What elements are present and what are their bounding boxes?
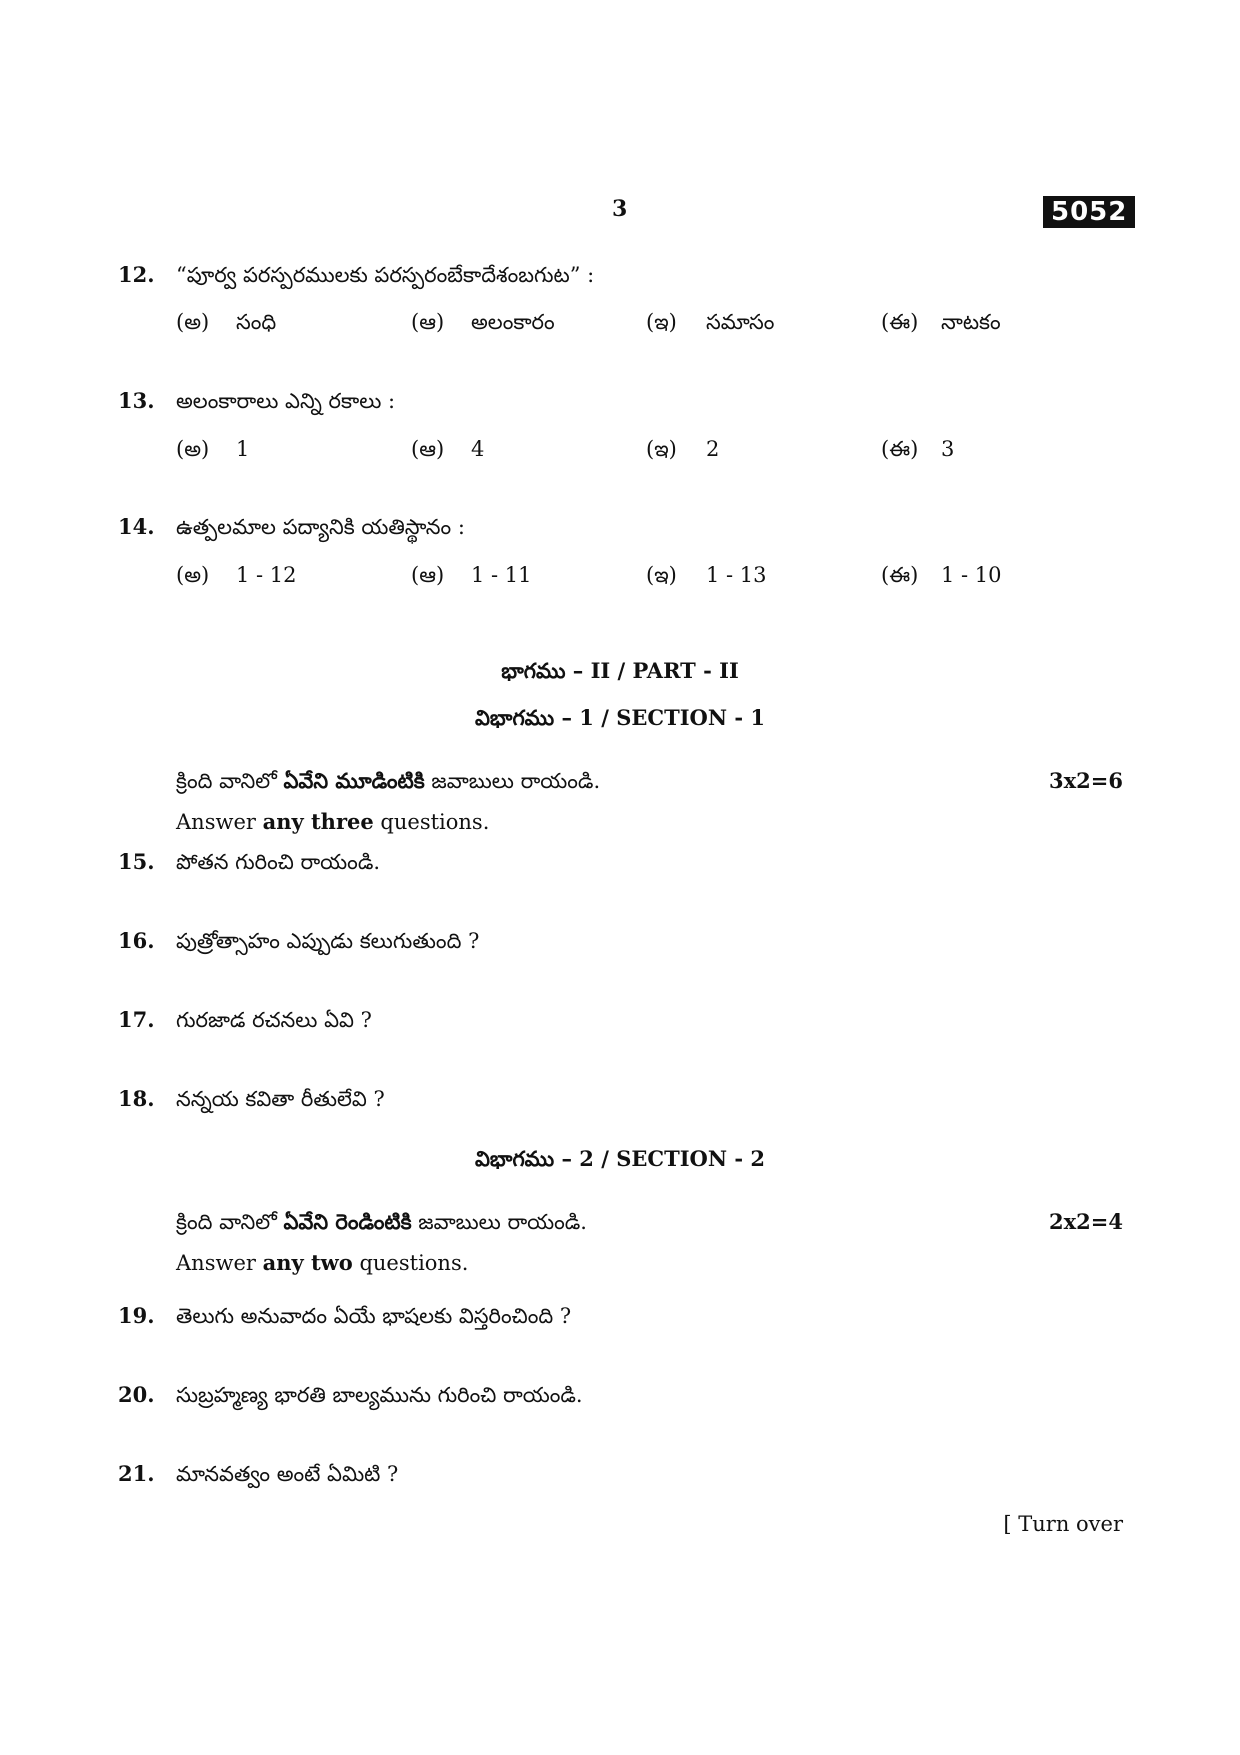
question-text: పుత్రోత్సాహం ఎప్పుడు కలుగుతుంది ? xyxy=(176,929,480,953)
option-ee xyxy=(881,437,954,467)
question-12 xyxy=(118,262,594,293)
part-heading: భాగము – II / PART - II xyxy=(501,658,739,683)
question-number: 21. xyxy=(118,1461,155,1486)
instruction-text: Answer xyxy=(176,1251,263,1275)
section-2-english-instruction xyxy=(176,1250,468,1275)
question-text: పోతన గురించి రాయండి. xyxy=(176,850,381,874)
option-i xyxy=(646,437,719,467)
instruction-text: క్రింది వానిలో xyxy=(176,1210,284,1234)
option-text: 4 xyxy=(471,437,485,461)
question-19 xyxy=(118,1303,571,1334)
page-number: 3 xyxy=(612,196,628,222)
option-i xyxy=(646,563,767,593)
instruction-emphasis: any two xyxy=(262,1250,353,1275)
question-text: తెలుగు అనువాదం ఏయే భాషలకు విస్తరించింది ? xyxy=(176,1304,572,1328)
option-label: (ఈ) xyxy=(881,563,919,587)
option-a xyxy=(176,563,297,593)
instruction-emphasis: ఏవేని మూడింటికి xyxy=(283,768,425,793)
question-text: ఉత్పలమాల పద్యానికి యతిస్థానం : xyxy=(176,515,465,539)
question-18 xyxy=(118,1086,385,1117)
option-text: 3 xyxy=(941,437,955,461)
option-a xyxy=(176,437,249,467)
option-text: సంధి xyxy=(236,310,277,334)
question-21 xyxy=(118,1461,398,1492)
section-2-marks: 2x2=4 xyxy=(1049,1209,1123,1234)
question-number: 17. xyxy=(118,1007,155,1032)
instruction-text: జవాబులు రాయండి. xyxy=(424,769,601,793)
question-20 xyxy=(118,1382,583,1413)
question-text: నన్నయ కవితా రీతులేవి ? xyxy=(176,1087,385,1111)
question-14 xyxy=(118,514,465,545)
section-2-instruction xyxy=(176,1209,587,1240)
question-number: 14. xyxy=(118,514,155,539)
option-label: (ఇ) xyxy=(646,437,677,461)
option-text: 1 - 12 xyxy=(236,563,297,587)
question-13 xyxy=(118,388,395,419)
option-i xyxy=(646,310,774,340)
question-15 xyxy=(118,849,380,880)
question-number: 12. xyxy=(118,262,155,287)
instruction-text: questions. xyxy=(373,810,490,834)
option-label: (ఇ) xyxy=(646,310,677,334)
section-1-instruction xyxy=(176,768,600,799)
question-text: గురజాడ రచనలు ఏవి ? xyxy=(176,1008,372,1032)
option-a xyxy=(176,310,276,340)
question-number: 18. xyxy=(118,1086,155,1111)
question-text: “పూర్వ పరస్పరములకు పరస్పరంబేకాదేశంబగుట” : xyxy=(176,263,595,287)
option-aa xyxy=(411,310,555,340)
instruction-text: Answer xyxy=(176,810,263,834)
instruction-text: questions. xyxy=(352,1251,469,1275)
question-number: 15. xyxy=(118,849,155,874)
question-number: 13. xyxy=(118,388,155,413)
question-17 xyxy=(118,1007,372,1038)
option-text: 2 xyxy=(706,437,720,461)
question-number: 16. xyxy=(118,928,155,953)
option-text: 1 - 10 xyxy=(941,563,1002,587)
option-text: 1 xyxy=(236,437,250,461)
option-text: 1 - 13 xyxy=(706,563,767,587)
option-text: నాటకం xyxy=(941,310,1001,334)
section-1-english-instruction xyxy=(176,809,489,834)
option-text: 1 - 11 xyxy=(471,563,532,587)
turn-over-note: [ Turn over xyxy=(1003,1512,1123,1536)
option-label: (ఈ) xyxy=(881,310,919,334)
option-aa xyxy=(411,563,532,593)
option-text: సమాసం xyxy=(706,310,775,334)
question-number: 19. xyxy=(118,1303,155,1328)
option-label: (ఇ) xyxy=(646,563,677,587)
section-1-heading: విభాగము – 1 / SECTION - 1 xyxy=(475,705,765,730)
option-text: అలంకారం xyxy=(471,310,555,334)
question-text: మానవత్వం అంటే ఏమిటి ? xyxy=(176,1462,399,1486)
instruction-text: జవాబులు రాయండి. xyxy=(411,1210,587,1234)
option-ee xyxy=(881,563,1002,593)
instruction-emphasis: any three xyxy=(262,809,374,834)
question-text: అలంకారాలు ఎన్ని రకాలు : xyxy=(176,389,396,413)
option-label: (అ) xyxy=(176,563,210,587)
section-1-marks: 3x2=6 xyxy=(1049,768,1123,793)
paper-code-badge: 5052 xyxy=(1043,196,1135,228)
instruction-emphasis: ఏవేని రెండింటికి xyxy=(283,1209,412,1234)
option-label: (అ) xyxy=(176,437,210,461)
option-label: (ఆ) xyxy=(411,310,445,334)
option-label: (ఈ) xyxy=(881,437,919,461)
option-label: (ఆ) xyxy=(411,437,445,461)
question-text: సుబ్రహ్మణ్య భారతి బాల్యమును గురించి రాయండి. xyxy=(176,1383,583,1407)
option-aa xyxy=(411,437,484,467)
option-label: (అ) xyxy=(176,310,210,334)
instruction-text: క్రింది వానిలో xyxy=(176,769,284,793)
question-16 xyxy=(118,928,479,959)
option-ee xyxy=(881,310,1001,340)
question-number: 20. xyxy=(118,1382,155,1407)
option-label: (ఆ) xyxy=(411,563,445,587)
section-2-heading: విభాగము – 2 / SECTION - 2 xyxy=(475,1146,765,1171)
